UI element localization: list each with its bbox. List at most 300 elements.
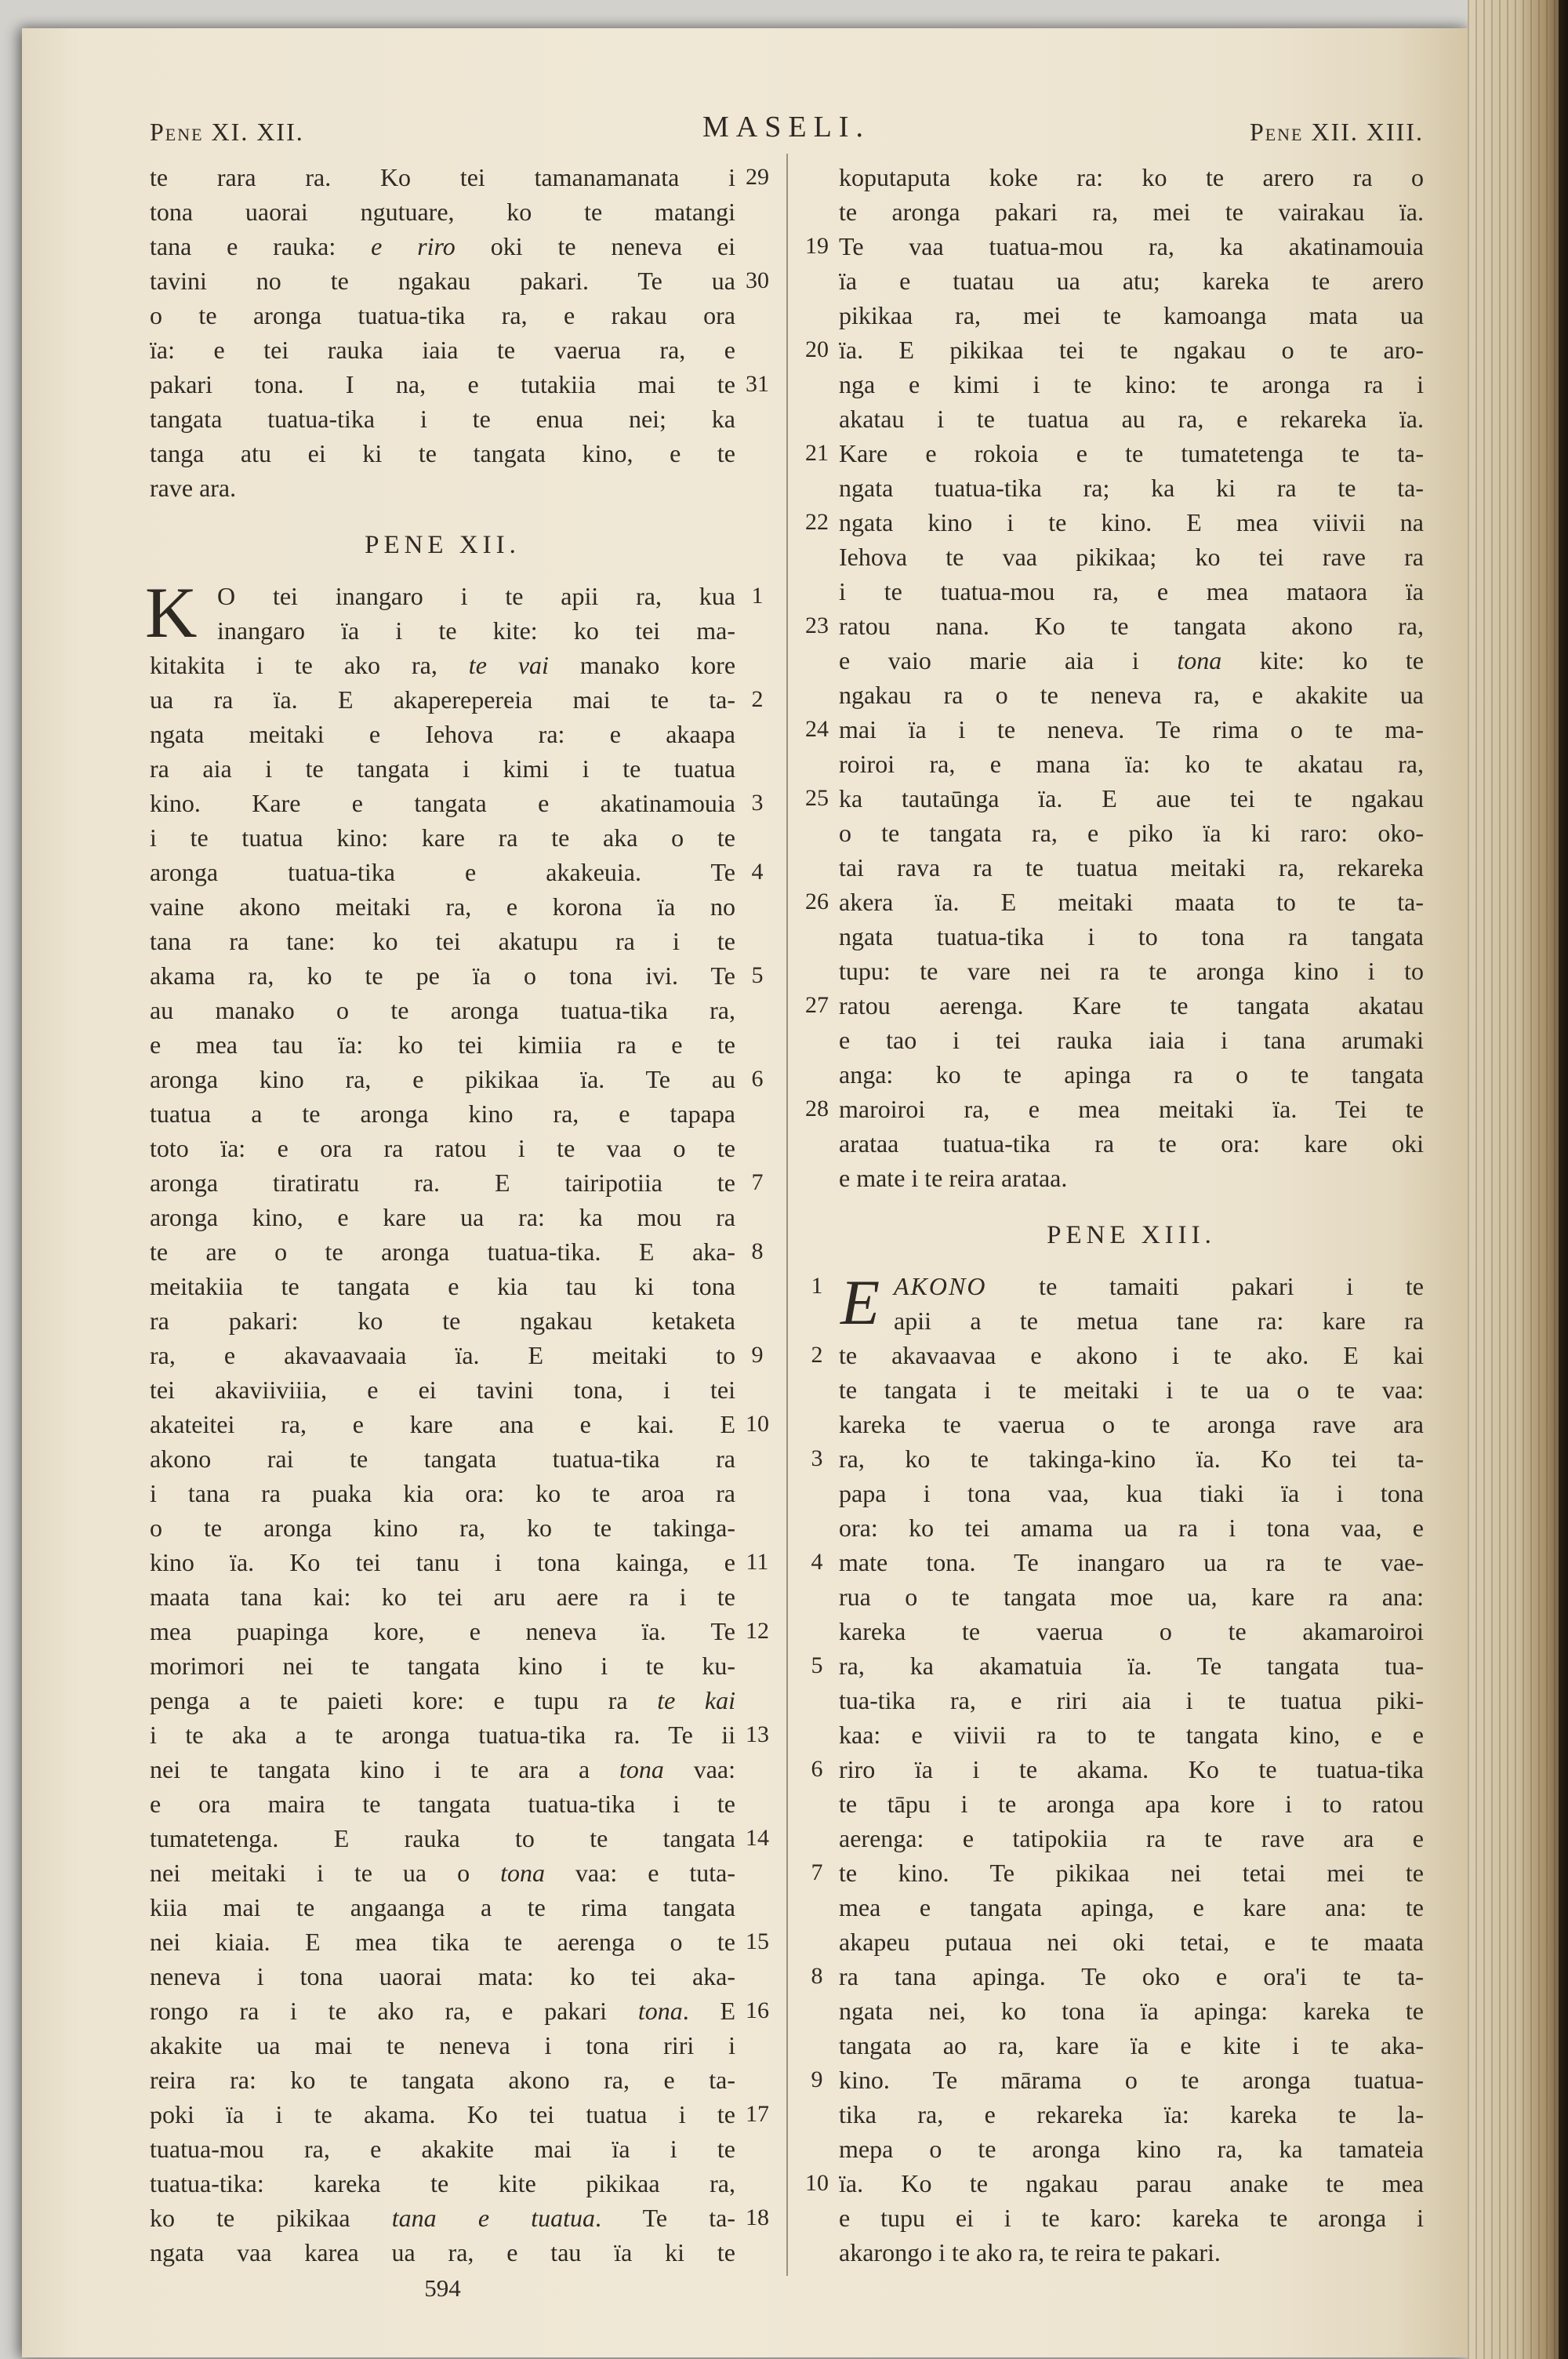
line-text: i te aka a te aronga tuatua-tika ra. Te ii <box>150 1721 735 1749</box>
verse-number: 4 <box>811 1549 823 1575</box>
verse-number <box>735 993 779 1027</box>
text-line <box>150 1890 779 1925</box>
drop-cap-initial: E <box>840 1267 880 1338</box>
line-text: kino ïa. Ko tei tanu i tona kainga, e <box>150 1548 735 1576</box>
text-line <box>150 2028 779 2063</box>
line-text: Iehova te vaa pikikaa; ko tei rave ra <box>839 543 1424 571</box>
line-text: tua-tika ra, e riri aia i te tuatua piki- <box>839 1686 1424 1714</box>
line-text: tavini no te ngakau pakari. Te ua <box>150 267 735 295</box>
text-line <box>150 820 779 855</box>
text-line <box>795 2028 1424 2063</box>
line-text: i tana ra puaka kia ora: ko te aroa ra <box>150 1479 735 1507</box>
line-text: o te aronga kino ra, ko te takinga- <box>150 1514 735 1542</box>
text-line <box>795 919 1424 954</box>
verse-number <box>735 1579 779 1614</box>
text-line <box>150 229 779 264</box>
line-text: kino. Te mārama o te aronga tuatua- <box>839 2066 1424 2094</box>
line-text <box>150 2201 735 2235</box>
text-line <box>795 333 1424 367</box>
italic-text: e riro <box>371 232 456 260</box>
line-text: te akavaavaa e akono i te ako. E kai <box>839 1341 1424 1369</box>
verse-number <box>795 194 839 229</box>
text-line <box>795 1161 1424 1195</box>
line-text: ngakau ra o te neneva ra, e akakite ua <box>839 681 1424 709</box>
line-text: Te vaa tuatua-mou ra, ka akatinamouia <box>839 232 1424 260</box>
line-text: e mea tau ïa: ko tei kimiia ra e te <box>150 1030 735 1059</box>
verse-number <box>735 1648 779 1683</box>
line-text: kareka te vaerua o te aronga rave ara <box>839 1410 1424 1438</box>
text-line <box>795 850 1424 885</box>
verse-number: 20 <box>805 336 829 362</box>
verse-number <box>795 1890 839 1925</box>
line-text: tana ra tane: ko tei akatupu ra i te <box>150 927 735 955</box>
line-text: tei akaviiviiia, e ei tavini tona, i tei <box>150 1376 735 1404</box>
text-line <box>150 160 779 194</box>
text-line <box>150 367 779 402</box>
text-line <box>150 1062 779 1096</box>
line-text: tangata tuatua-tika i te enua nei; ka <box>150 405 735 433</box>
line-text: ra, ko te takinga-kino ïa. Ko tei ta- <box>839 1445 1424 1473</box>
verse-number <box>795 367 839 402</box>
text-line <box>150 194 779 229</box>
verse-number: 19 <box>805 233 829 259</box>
verse-number <box>735 717 779 751</box>
line-text: i te tuatua-mou ra, e mea mataora ïa <box>839 577 1424 605</box>
text-line <box>150 1131 779 1165</box>
verse-number <box>795 850 839 885</box>
text-line <box>795 1476 1424 1510</box>
text-line <box>150 1648 779 1683</box>
line-text: tuatua a te aronga kino ra, e tapapa <box>150 1100 735 1128</box>
text-line <box>150 1200 779 1234</box>
line-text <box>150 648 735 682</box>
line-text: ka tautaūnga ïa. E aue tei te ngakau <box>839 784 1424 812</box>
line-text <box>150 1856 735 1890</box>
verse-number <box>735 1372 779 1407</box>
text-line <box>795 988 1424 1023</box>
verse-number <box>795 1126 839 1161</box>
italic-text: te vai <box>468 651 549 679</box>
text-line <box>795 1856 1424 1890</box>
text-line <box>150 1787 779 1821</box>
text-part: . E <box>682 1997 736 2025</box>
verse-number <box>735 2166 779 2201</box>
line-text: aronga kino ra, e pikikaa ïa. Te au <box>150 1065 735 1093</box>
verse-number: 9 <box>811 2066 823 2092</box>
text-line <box>150 924 779 958</box>
line-text: aronga kino, e kare ua ra: ka mou ra <box>150 1203 735 1231</box>
verse-number: 8 <box>751 1238 764 1264</box>
verse-number: 3 <box>811 1445 823 1471</box>
line-text: tika ra, e rekareka ïa: kareka te la- <box>839 2100 1424 2128</box>
verse-number <box>735 436 779 471</box>
line-text <box>839 643 1424 678</box>
text-line <box>795 1959 1424 1994</box>
verse-number <box>735 648 779 682</box>
text-part: te tamaiti pakari i te <box>986 1272 1424 1300</box>
line-text: anga: ko te apinga ra o te tangata <box>839 1060 1424 1089</box>
italic-text: tona <box>619 1755 664 1783</box>
verse-number <box>795 1476 839 1510</box>
text-line <box>150 1096 779 1131</box>
verse-number <box>795 954 839 988</box>
line-text: rua o te tangata moe ua, kare ra ana: <box>839 1583 1424 1611</box>
verse-number <box>795 643 839 678</box>
verse-number <box>735 471 779 505</box>
verse-number <box>735 1441 779 1476</box>
verse-number: 5 <box>751 962 764 988</box>
text-line <box>795 540 1424 574</box>
line-text: neneva i tona uaorai mata: ko tei aka- <box>150 1962 735 1990</box>
text-line <box>150 717 779 751</box>
verse-number <box>795 816 839 850</box>
text-line <box>150 2166 779 2201</box>
line-text: pakari tona. I na, e tutakiia mai te <box>150 370 735 398</box>
verse-number <box>735 751 779 786</box>
verse-number <box>735 402 779 436</box>
text-line <box>795 298 1424 333</box>
text-line <box>795 2132 1424 2166</box>
verse-number: 10 <box>805 2170 829 2196</box>
verse-number <box>735 229 779 264</box>
text-line <box>150 751 779 786</box>
text-line <box>795 1510 1424 1545</box>
running-head-title: MASELI. <box>702 111 870 144</box>
line-text: tanga atu ei ki te tangata kino, e te <box>150 439 735 467</box>
text-line <box>795 643 1424 678</box>
verse-number: 12 <box>746 1618 769 1644</box>
verse-number <box>795 2028 839 2063</box>
text-line <box>150 1752 779 1787</box>
line-text: e tao i tei rauka iaia i tana arumaki <box>839 1026 1424 1054</box>
line-text: ratou nana. Ko te tangata akono ra, <box>839 612 1424 640</box>
verse-number <box>735 1027 779 1062</box>
text-line <box>795 781 1424 816</box>
line-text: aerenga: e tatipokiia ra te rave ara e <box>839 1824 1424 1852</box>
line-text: reira ra: ko te tangata akono ra, e ta- <box>150 2066 735 2094</box>
line-text: tai rava ra te tuatua meitaki ra, rekareka <box>839 853 1424 881</box>
verse-number: 23 <box>805 612 829 638</box>
text-line <box>150 2201 779 2235</box>
line-text: roiroi ra, e mana ïa: ko te akatau ra, <box>839 750 1424 778</box>
line-text <box>150 1994 735 2028</box>
text-line <box>150 402 779 436</box>
text-line <box>795 1407 1424 1441</box>
text-line <box>795 1683 1424 1717</box>
text-line <box>150 1407 779 1441</box>
verse-number <box>795 2201 839 2235</box>
text-line <box>795 2166 1424 2201</box>
text-line <box>795 678 1424 712</box>
line-text: nga e kimi i te kino: te aronga ra i <box>839 370 1424 398</box>
verse-number: 31 <box>746 371 769 397</box>
text-line <box>795 1126 1424 1161</box>
text-line <box>795 1994 1424 2028</box>
text-part: vaa: e tuta- <box>544 1859 735 1887</box>
line-text: au manako o te aronga tuatua-tika ra, <box>150 996 735 1024</box>
text-line <box>795 954 1424 988</box>
line-text: te rara ra. Ko tei tamanamanata i <box>150 163 735 191</box>
line-text: ngata meitaki e Iehova ra: e akaapa <box>150 720 735 748</box>
verse-number: 16 <box>746 1997 769 2023</box>
text-line <box>795 1372 1424 1407</box>
italic-text: te kai <box>657 1686 736 1714</box>
line-text: apii a te metua tane ra: kare ra <box>894 1307 1424 1335</box>
text-line <box>795 402 1424 436</box>
line-text: ïa e tuatau ua atu; kareka te arero <box>839 267 1424 295</box>
text-line <box>795 1545 1424 1579</box>
verse-number <box>795 574 839 609</box>
text-line <box>795 712 1424 747</box>
text-line <box>150 579 779 613</box>
text-line <box>150 2097 779 2132</box>
verse-number <box>735 1303 779 1338</box>
text-line <box>795 471 1424 505</box>
line-text: ra tana apinga. Te oko e ora'i te ta- <box>839 1962 1424 1990</box>
text-line <box>150 1545 779 1579</box>
verse-number <box>795 919 839 954</box>
verse-number <box>735 1856 779 1890</box>
text-part: tana e rauka: <box>150 232 372 260</box>
text-part: oki te neneva ei <box>455 232 736 260</box>
text-line <box>150 1925 779 1959</box>
line-text: poki ïa i te akama. Ko tei tuatua i te <box>150 2100 735 2128</box>
verse-number <box>735 1959 779 1994</box>
text-line <box>795 1023 1424 1057</box>
text-line <box>150 1994 779 2028</box>
text-line <box>150 264 779 298</box>
text-line <box>795 574 1424 609</box>
running-head <box>22 110 1468 152</box>
verse-number <box>735 1269 779 1303</box>
line-text: tuatua-mou ra, e akakite mai ïa i te <box>150 2135 735 2163</box>
verse-number: 3 <box>751 790 764 816</box>
text-line <box>150 1303 779 1338</box>
line-text: tupu: te vare nei ra te aronga kino i to <box>839 957 1424 985</box>
line-text: e ora maira te tangata tuatua-tika i te <box>150 1790 735 1818</box>
text-line <box>795 1821 1424 1856</box>
line-text <box>150 229 735 264</box>
line-text: toto ïa: e ora ra ratou i te vaa o te <box>150 1134 735 1162</box>
verse-number: 29 <box>746 164 769 190</box>
verse-block <box>795 160 1424 1195</box>
text-line <box>150 613 779 648</box>
text-line <box>150 2063 779 2097</box>
verse-number: 5 <box>811 1652 823 1678</box>
verse-number <box>735 2063 779 2097</box>
line-text: te kino. Te pikikaa nei tetai mei te <box>839 1859 1424 1887</box>
verse-number <box>795 1683 839 1717</box>
verse-number <box>795 1161 839 1195</box>
text-line <box>795 609 1424 643</box>
text-line <box>795 436 1424 471</box>
text-part: nei meitaki i te ua o <box>150 1859 501 1887</box>
verse-number <box>795 1821 839 1856</box>
line-text: e tupu ei i te karo: kareka te aronga i <box>839 2204 1424 2232</box>
text-line <box>795 885 1424 919</box>
verse-number <box>735 1787 779 1821</box>
line-text: ïa. Ko te ngakau parau anake te mea <box>839 2169 1424 2197</box>
verse-number <box>795 2235 839 2270</box>
page-number: 594 <box>424 2274 461 2302</box>
line-text <box>839 1269 1424 1303</box>
text-part: kite: ko te <box>1221 646 1425 674</box>
line-text: tuatua-tika: kareka te kite pikikaa ra, <box>150 2169 735 2197</box>
verse-number <box>795 1057 839 1092</box>
chapter-heading: PENE XII. <box>365 531 521 559</box>
text-part: vaa: <box>663 1755 736 1783</box>
line-text: riro ïa i te akama. Ko te tuatua-tika <box>839 1755 1424 1783</box>
text-line <box>795 2063 1424 2097</box>
line-text: maroiroi ra, e mea meitaki ïa. Tei te <box>839 1095 1424 1123</box>
verse-number <box>735 924 779 958</box>
text-line <box>150 1441 779 1476</box>
text-line <box>150 1614 779 1648</box>
text-part: . Te ta- <box>595 2204 736 2232</box>
line-text: akera ïa. E meitaki maata to te ta- <box>839 888 1424 916</box>
verse-block <box>150 160 779 505</box>
verse-number <box>795 1303 839 1338</box>
verse-number <box>795 2097 839 2132</box>
text-line <box>795 1579 1424 1614</box>
italic-text: tona <box>500 1859 545 1887</box>
verse-number <box>735 2235 779 2270</box>
verse-number: 22 <box>805 509 829 535</box>
running-head-left: Pene XI. XII. <box>150 118 304 146</box>
text-line <box>795 1717 1424 1752</box>
verse-number: 7 <box>751 1169 764 1195</box>
line-text: aronga tuatua-tika e akakeuia. Te <box>150 858 735 886</box>
text-line <box>795 1752 1424 1787</box>
text-part: rongo ra i te ako ra, e pakari <box>150 1997 638 2025</box>
verse-number: 8 <box>811 1963 823 1989</box>
verse-number <box>795 678 839 712</box>
line-text: arataa tuatua-tika ra te ora: kare oki <box>839 1129 1424 1158</box>
verse-number: 24 <box>805 716 829 742</box>
text-line <box>150 1856 779 1890</box>
line-text: kiia mai te angaanga a te rima tangata <box>150 1893 735 1921</box>
text-line <box>150 471 779 505</box>
verse-block <box>795 1269 1424 2270</box>
line-text: kino. Kare e tangata e akatinamouia <box>150 789 735 817</box>
verse-number <box>795 2132 839 2166</box>
text-line <box>795 505 1424 540</box>
line-text: ngata vaa karea ua ra, e tau ïa ki te <box>150 2238 735 2266</box>
line-text <box>150 1752 735 1787</box>
text-part: penga a te paieti kore: e tupu ra <box>150 1686 658 1714</box>
line-text: akateitei ra, e kare ana e kai. E <box>150 1410 735 1438</box>
line-text: te tangata i te meitaki i te ua o te vaa: <box>839 1376 1424 1404</box>
line-text: akarongo i te ako ra, te reira te pakari. <box>839 2238 1221 2266</box>
text-line <box>795 1441 1424 1476</box>
line-text: mate tona. Te inangaro ua ra te vae- <box>839 1548 1424 1576</box>
verse-number <box>735 1096 779 1131</box>
line-text: mea puapinga kore, e neneva ïa. Te <box>150 1617 735 1645</box>
line-text: ngata tuatua-tika ra; ka ki ra te ta- <box>839 474 1424 502</box>
text-column-left <box>145 160 779 2270</box>
verse-number: 14 <box>746 1825 769 1851</box>
line-text: akono rai te tangata tuatua-tika ra <box>150 1445 735 1473</box>
text-line <box>150 1165 779 1200</box>
line-text: mai ïa i te neneva. Te rima o te ma- <box>839 715 1424 743</box>
book-fore-edge-pages <box>1468 0 1559 2359</box>
verse-number <box>735 889 779 924</box>
verse-number <box>795 1372 839 1407</box>
line-text: ua ra ïa. E akaperepereia mai te ta- <box>150 685 735 714</box>
verse-number: 2 <box>811 1342 823 1368</box>
verse-number <box>735 1752 779 1787</box>
verse-number <box>795 1579 839 1614</box>
verse-number <box>795 1925 839 1959</box>
text-line <box>795 1057 1424 1092</box>
text-line <box>795 2097 1424 2132</box>
text-line <box>795 229 1424 264</box>
line-text: e mate i te reira arataa. <box>839 1164 1068 1192</box>
text-line <box>795 1787 1424 1821</box>
line-text: te are o te aronga tuatua-tika. E aka- <box>150 1238 735 1266</box>
line-text: te tāpu i te aronga apa kore i to ratou <box>839 1790 1424 1818</box>
verse-number <box>795 1407 839 1441</box>
verse-number <box>735 1476 779 1510</box>
verse-number: 1 <box>751 583 764 609</box>
text-line <box>795 264 1424 298</box>
line-text: vaine akono meitaki ra, e korona ïa no <box>150 892 735 921</box>
text-line <box>150 1579 779 1614</box>
verse-number <box>735 820 779 855</box>
line-text: koputaputa koke ra: ko te arero ra o <box>839 163 1424 191</box>
line-text: o te tangata ra, e piko ïa ki raro: oko- <box>839 819 1424 847</box>
verse-number <box>735 1683 779 1717</box>
text-line <box>795 1925 1424 1959</box>
line-text: ratou aerenga. Kare te tangata akatau <box>839 991 1424 1020</box>
line-text: nei kiaia. E mea tika te aerenga o te <box>150 1928 735 1956</box>
verse-number <box>795 298 839 333</box>
line-text: ngata kino i te kino. E mea viivii na <box>839 508 1424 536</box>
verse-number: 1 <box>811 1273 823 1299</box>
line-text: meitakiia te tangata e kia tau ki tona <box>150 1272 735 1300</box>
text-line <box>150 1372 779 1407</box>
verse-number: 25 <box>805 785 829 811</box>
line-text: akama ra, ko te pe ïa o tona ivi. Te <box>150 961 735 990</box>
verse-number: 9 <box>751 1342 764 1368</box>
line-text: o te aronga tuatua-tika ra, e rakau ora <box>150 301 735 329</box>
line-text: pikikaa ra, mei te kamoanga mata ua <box>839 301 1424 329</box>
italic-text: tona <box>1177 646 1222 674</box>
text-line <box>150 786 779 820</box>
verse-number <box>795 1510 839 1545</box>
verse-block <box>145 572 779 2270</box>
verse-number: 21 <box>805 440 829 466</box>
line-text: tangata ao ra, kare ïa e kite i te aka- <box>839 2031 1424 2059</box>
verse-number: 4 <box>751 859 764 885</box>
text-line <box>150 1338 779 1372</box>
line-text: akatau i te tuatua au ra, e rekareka ïa. <box>839 405 1424 433</box>
line-text: akakite ua mai te neneva i tona riri i <box>150 2031 735 2059</box>
verse-number <box>795 1994 839 2028</box>
line-text: ra, ka akamatuia ïa. Te tangata tua- <box>839 1652 1424 1680</box>
verse-number: 6 <box>751 1066 764 1092</box>
text-line <box>150 682 779 717</box>
verse-number: 13 <box>746 1721 769 1747</box>
verse-number <box>735 2028 779 2063</box>
text-line <box>150 2235 779 2270</box>
text-line <box>795 1648 1424 1683</box>
line-text: ra aia i te tangata i kimi i te tuatua <box>150 754 735 783</box>
line-text: inangaro ïa i te kite: ko tei ma- <box>217 616 735 645</box>
verse-number <box>735 2132 779 2166</box>
text-line <box>150 2132 779 2166</box>
line-text: ngata nei, ko tona ïa apinga: kareka te <box>839 1997 1424 2025</box>
